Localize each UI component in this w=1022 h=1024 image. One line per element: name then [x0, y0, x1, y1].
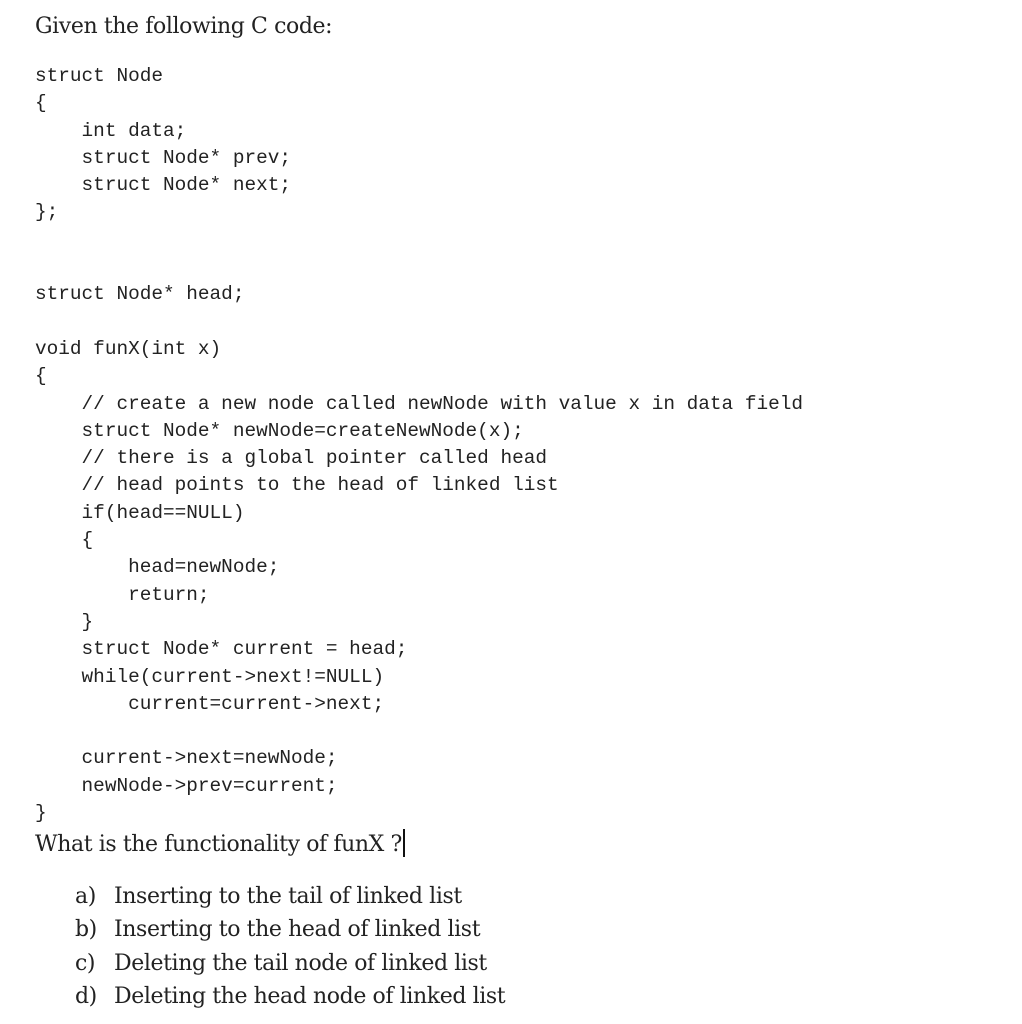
code-line: newNode->prev=current; — [35, 774, 338, 797]
option-letter: a) — [75, 884, 96, 909]
answer-option — [75, 980, 505, 1013]
code-line — [35, 254, 803, 281]
code-line: struct Node — [35, 65, 163, 87]
code-line: { — [35, 529, 94, 552]
question-line — [35, 829, 405, 857]
code-line: struct Node* next; — [35, 174, 291, 197]
code-line: { — [35, 92, 47, 115]
option-text: Deleting the head node of linked list — [114, 983, 506, 1009]
option-letter: c) — [75, 950, 96, 976]
option-text: Inserting to the head of linked list — [114, 917, 481, 943]
code-line — [35, 309, 803, 336]
code-line — [35, 227, 803, 254]
answer-option — [75, 913, 505, 946]
code-line: struct Node* head; — [35, 283, 245, 306]
option-letter: d) — [75, 983, 97, 1009]
question-text: What is the functionality of funX ? — [35, 832, 402, 857]
answer-options — [75, 880, 505, 1013]
code-line — [35, 718, 803, 745]
code-line: { — [35, 365, 47, 388]
code-line: struct Node* newNode=createNewNode(x); — [35, 419, 524, 442]
intro-text: Given the following C code: — [35, 14, 333, 39]
code-line: struct Node* current = head; — [35, 638, 408, 661]
code-line: current=current->next; — [35, 692, 385, 715]
code-line: } — [35, 802, 47, 825]
option-letter: b) — [75, 917, 97, 943]
code-block — [35, 63, 803, 827]
code-line: }; — [35, 201, 59, 224]
code-line: if(head==NULL) — [35, 501, 245, 524]
code-line: // create a new node called newNode with value x in data field — [35, 392, 803, 415]
code-line: while(current->next!=NULL) — [35, 665, 385, 688]
code-line: // head points to the head of linked list — [35, 474, 559, 497]
answer-option — [75, 947, 505, 980]
option-text: Deleting the tail node of linked list — [114, 950, 487, 976]
answer-option — [75, 880, 505, 913]
code-line: current->next=newNode; — [35, 747, 338, 770]
code-line: return; — [35, 583, 210, 606]
code-line: struct Node* prev; — [35, 146, 291, 169]
code-line: int data; — [35, 119, 187, 142]
code-line: } — [35, 610, 94, 633]
code-line: head=newNode; — [35, 556, 280, 579]
option-text: Inserting to the tail of linked list — [114, 884, 462, 909]
code-line: void funX(int x) — [35, 337, 222, 360]
text-cursor — [403, 829, 405, 857]
code-line: // there is a global pointer called head — [35, 447, 547, 470]
